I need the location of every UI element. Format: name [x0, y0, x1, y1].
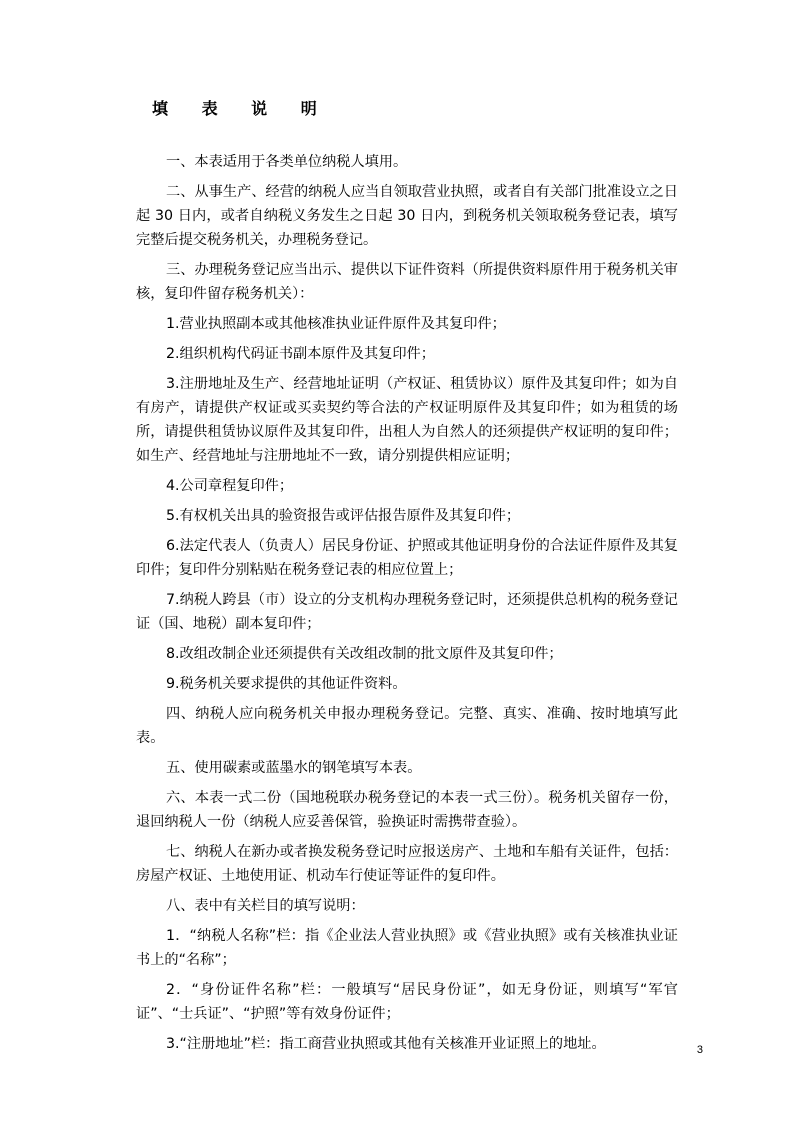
list-item: 2．“身份证件名称”栏：一般填写“居民身份证”，如无身份证，则填写“军官证”、“士兵证”、“护照”等有效身份证件；	[136, 982, 678, 1022]
paragraph: 五、使用碳素或蓝墨水的钢笔填写本表。	[166, 760, 422, 776]
list-item: 2.组织机构代码证书副本原件及其复印件；	[166, 346, 435, 362]
list-item: 1.营业执照副本或其他核准执业证件原件及其复印件；	[166, 316, 506, 332]
list-item: 5.有权机关出具的验资报告或评估报告原件及其复印件；	[166, 508, 521, 524]
paragraph: 一、本表适用于各类单位纳税人填用。	[166, 154, 408, 170]
list-item: 3.“注册地址”栏：指工商营业执照或其他有关核准开业证照上的地址。	[166, 1036, 606, 1052]
paragraph: 六、本表一式二份（国地税联办税务登记的本表一式三份）。税务机关留存一份，退回纳税人一份（纳税人应妥善保管，验换证时需携带查验）。	[136, 790, 678, 830]
list-item: 3.注册地址及生产、经营地址证明（产权证、租赁协议）原件及其复印件；如为自有房产，请提供产权证或买卖契约等合法的产权证明原件及其复印件；如为租赁的场所，请提供租赁协议原件及其复印件，出租人为自然人的还须提供产权证明的复印件；如生产、经营地址与注册地址不一致，请分别提供相应证明；	[136, 376, 678, 464]
paragraph: 二、从事生产、经营的纳税人应当自领取营业执照，或者自有关部门批准设立之日起 30 日内，或者自纳税义务发生之日起 30 日内，到税务机关领取税务登记表，填写完整后提交税务机关，办理税务登记。	[136, 184, 678, 248]
list-item: 6.法定代表人（负责人）居民身份证、护照或其他证明身份的合法证件原件及其复印件；复印件分别粘贴在税务登记表的相应位置上；	[136, 538, 678, 578]
list-item: 1．“纳税人名称”栏：指《企业法人营业执照》或《营业执照》或有关核准执业证书上的“名称”；	[136, 928, 678, 968]
paragraph: 四、纳税人应向税务机关申报办理税务登记。完整、真实、准确、按时地填写此表。	[136, 706, 678, 746]
instructions-body	[136, 150, 678, 1062]
page-number: 3	[696, 1044, 703, 1056]
list-item: 9.税务机关要求提供的其他证件资料。	[166, 676, 407, 692]
list-item: 7.纳税人跨县（市）设立的分支机构办理税务登记时，还须提供总机构的税务登记证（国、地税）副本复印件；	[136, 592, 678, 632]
paragraph: 八、表中有关栏目的填写说明：	[166, 898, 365, 914]
list-item: 4.公司章程复印件；	[166, 478, 294, 494]
paragraph: 三、办理税务登记应当出示、提供以下证件资料（所提供资料原件用于税务机关审核，复印件留存税务机关）：	[136, 262, 678, 302]
list-item: 8.改组改制企业还须提供有关改组改制的批文原件及其复印件；	[166, 646, 563, 662]
paragraph: 七、纳税人在新办或者换发税务登记时应报送房产、土地和车船有关证件，包括：房屋产权证、土地使用证、机动车行使证等证件的复印件。	[136, 844, 678, 884]
page-title: 填 表 说 明	[152, 99, 331, 118]
